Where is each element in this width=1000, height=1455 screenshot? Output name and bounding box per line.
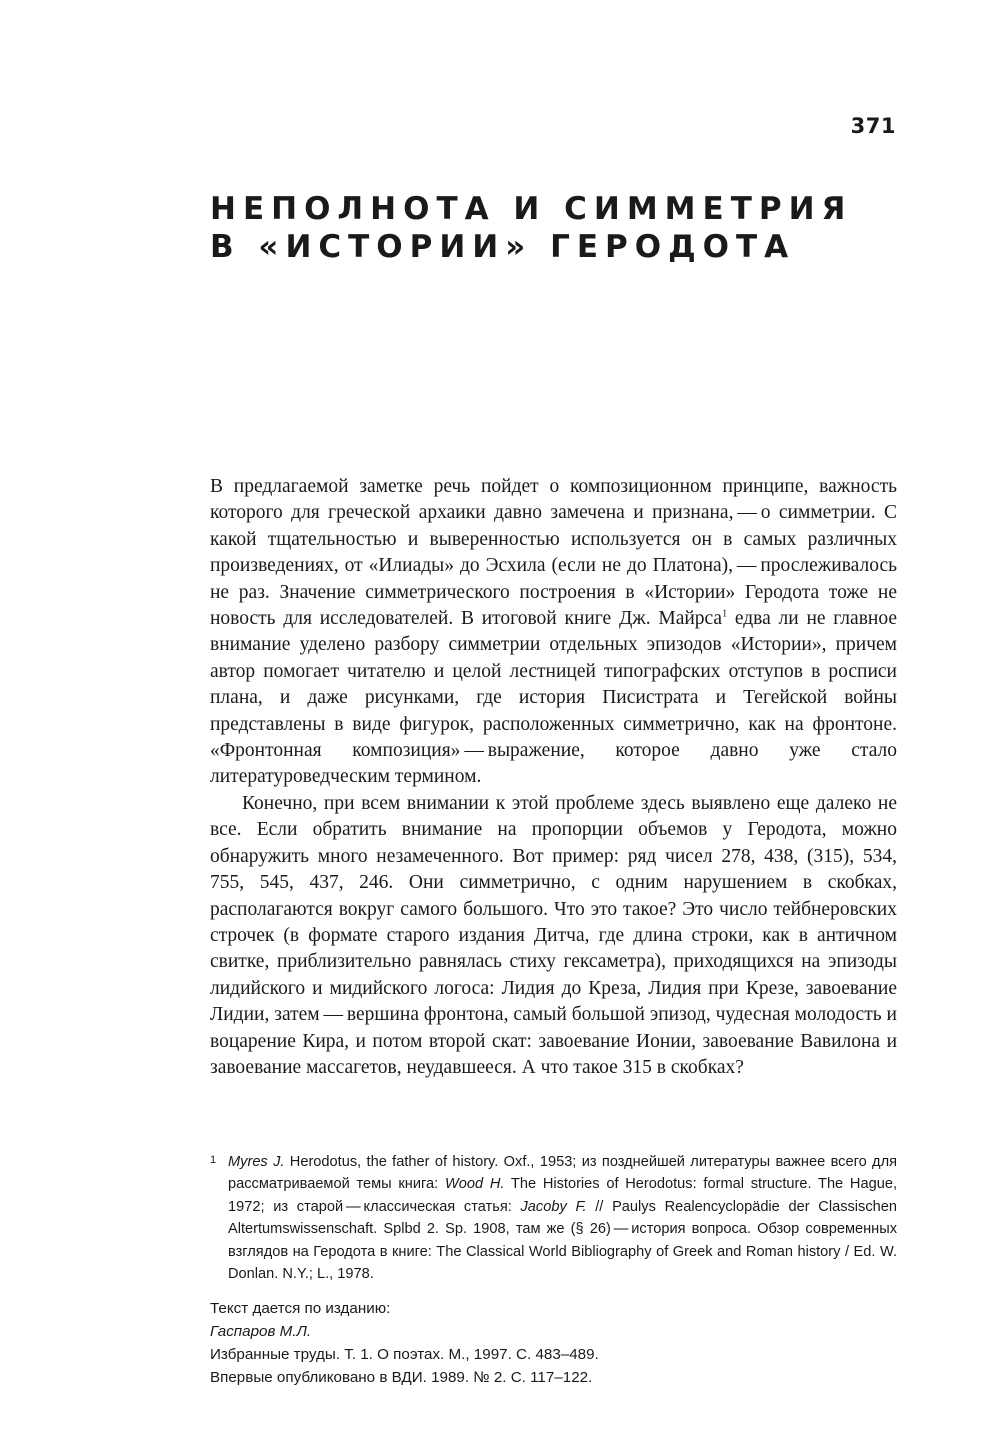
paragraph-2: Конечно, при всем внимании к этой проблеме здесь выявлено еще далеко не все. Если обратить внимание на пропорции объемов у Геродота, можно обнаружить много незамеченного. Вот пример: ряд чисел 278, 438, (315), 534, 755, 545, 437, 246. Они симметрично, с одним нарушением в скобках, располагаются вокруг самого большого. Что это такое? Это число тейбнеровских строчек (в формате старого издания Дитча, где длина строки, как в античном свитке, приблизительно равнялась стиху гексаметра), приходящихся на эпизоды лидийского и мидийского логоса: Лидия до Креза, Лидия при Крезе, завоевание Лидии, затем — вершина фронтона, самый большой эпизод, чудесная молодость и воцарение Кира, и потом второй скат: завоевание Ионии, завоевание Вавилона и завоевание массагетов, неудавшееся. А что такое 315 в скобках? (210, 792, 897, 1078)
source-note (210, 1297, 910, 1389)
footnote-reference[interactable]: 1 (722, 608, 728, 620)
title-line-1: НЕПОЛНОТА И СИММЕТРИЯ (210, 191, 853, 227)
article-body (210, 474, 897, 1081)
footnote-text-2: The Histories of Herodotus: formal structure. The Hague, 1972; из старой — классическая статья: (228, 1176, 897, 1215)
footnote-author-wood: Wood H. (444, 1176, 505, 1193)
source-rest: Избранные труды. Т. 1. О поэтах. М., 1997. С. 483–489. (210, 1346, 599, 1363)
source-line-2: Впервые опубликовано в ВДИ. 1989. № 2. С. 117–122. (210, 1369, 593, 1386)
footnote-text-1: Herodotus, the father of history. Oxf., 1953; из позднейшей литературы важнее всего для рассматриваемой темы книга: (228, 1154, 897, 1193)
footnote-author-myres: Myres J. (228, 1154, 285, 1170)
page-number: 371 (850, 114, 896, 138)
source-prefix: Текст дается по изданию: (210, 1300, 391, 1317)
source-line-1 (210, 1297, 910, 1366)
footnote-text-3: // Paulys Realencyclopädie der Classischen Altertumswissenschaft. Splbd 2. Sp. 1908, там же (§ 26) — история вопроса. Обзор современных взглядов на Геродота в книге: The Classical World Bibliography of Greek and Roman history / Ed. W. Donlan. N.Y.; L., 1978. (228, 1198, 897, 1283)
footnote-author-jacoby: Jacoby F. (520, 1198, 587, 1215)
footnote-text (210, 1151, 897, 1285)
paragraph-1 (210, 474, 897, 791)
footnote-number: 1 (210, 1154, 217, 1166)
paragraph-1-part-b: едва ли не главное внимание уделено разбору симметрии отдельных эпизодов «Истории», причем автор помогает читателю и целой лестницей типографских отступов в росписи плана, и даже рисунками, где история Писистрата и Тегейской войны представлены в виде фигурок, расположенных симметрично, как на фронтоне. «Фронтонная композиция» — выражение, которое давно уже стало литературоведческим термином. (210, 608, 897, 788)
footnote (210, 1151, 897, 1285)
title-line-2: В «ИСТОРИИ» ГЕРОДОТА (210, 229, 796, 265)
article-title (210, 190, 910, 266)
source-author: Гаспаров М.Л. (210, 1323, 312, 1340)
paragraph-1-part-a: В предлагаемой заметке речь пойдет о композиционном принципе, важность которого для греческой архаики давно замечена и признана, — о симметрии. С какой тщательностью и выверенностью используется он в самых различных произведениях, от «Илиады» до Эсхила (если не до Платона), — прослеживалось не раз. Значение симметрического построения в «Истории» Геродота тоже не новость для исследователей. В итоговой книге Дж. Майрса (210, 476, 897, 630)
